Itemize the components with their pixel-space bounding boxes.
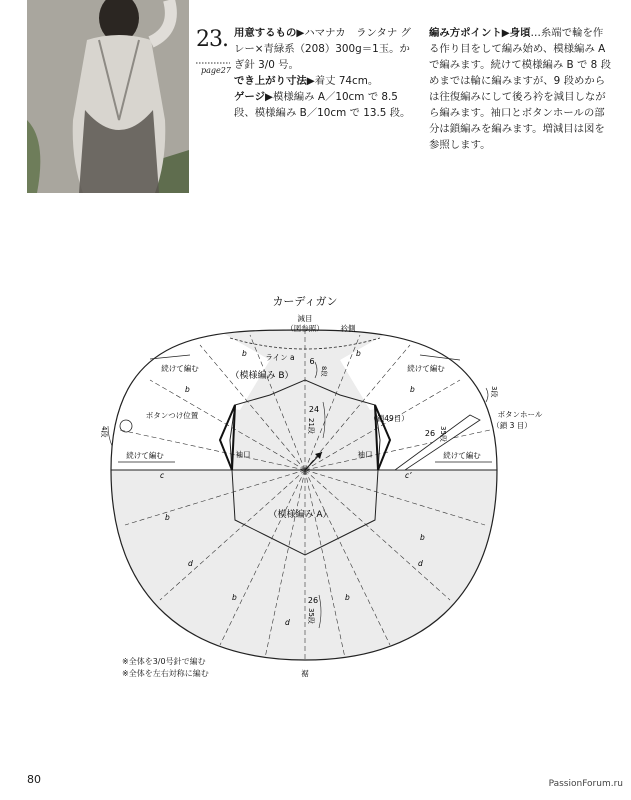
diagram-title: カーディガン [272,295,338,308]
chain-49-label: （鎖49目） [369,414,409,423]
label-b-8: b [345,593,350,602]
value-26-right: 26 [424,429,436,438]
label-b-3: b [185,385,190,394]
label-d-3: d [285,618,290,627]
value-8-dan: 8段 [320,366,328,377]
collar-side-label: 衿側 [340,324,356,333]
label-b-1: b [242,349,247,358]
decrease-label: 減目 [297,314,313,323]
label-c: c [160,471,165,480]
value-4-dan: 4段 [100,426,108,438]
pattern-b-label: （模様編み B） [230,371,294,381]
label-b-6: b [420,533,425,542]
footnote-2: ※全体を左右対称に編む [122,669,209,678]
continue-knit-2: 続けて編む [407,364,445,373]
label-b-2: b [356,349,361,358]
label-c-prime: c’ [405,471,412,480]
sleeve-opening-left: 袖口 [235,450,251,459]
value-35-dan-bottom: 35段 [307,608,315,624]
value-35-dan-right: 35段 [439,426,447,442]
continue-knit-4: 続けて編む [443,451,481,460]
continue-knit-3: 続けて編む [126,451,164,460]
value-3-dan: 3段 [490,386,498,398]
decrease-ref: （図参照） [286,324,324,333]
value-21-dan: 21段 [307,418,315,434]
materials-text: ハマナカ ランタナ グレー×青緑系（208）300g＝1玉。かぎ針 3/0 号。 [234,27,411,71]
hem-label: 裾 [301,669,309,678]
page-reference: page27 [201,66,231,75]
site-watermark: PassionForum.ru [548,779,623,789]
finished-size-text: 着丈 74cm。 [314,75,379,87]
materials-label: 用意するもの▶ [234,27,305,39]
value-26-bottom: 26 [307,596,319,605]
label-d-2: d [418,559,423,568]
page-number: 80 [27,773,41,786]
buttonhole-chain-label: （鎖 3 目） [492,421,532,430]
label-b-7: b [232,593,237,602]
value-6: 6 [309,357,315,366]
sleeve-opening-right: 袖口 [357,450,373,459]
gauge-label: ゲージ▶ [234,91,273,103]
continue-knit-1: 続けて編む [161,364,199,373]
pattern-a-label: （模様編み A） [268,510,332,520]
footnote-1: ※全体を3/0号針で編む [122,657,206,666]
item-number: 23. [196,27,228,52]
label-b-4: b [410,385,415,394]
points-label: 編み方ポイント▶身頃 [429,27,531,39]
value-24: 24 [308,405,320,414]
points-text: …糸端で輪を作る作り目をして編み始め、模様編み A で編みます。続けて模様編み B で 8 段めまでは輪に編みますが、9 段めからは往復編みにして後ろ衿を減目しながら編みます。袖口とボタンホールの部分は鎖編みを編みます。増減目は図を参照します。 [429,27,611,151]
finished-size-label: でき上がり寸法▶ [234,75,315,87]
line-a-label: ライン a [265,353,295,362]
button-position-label: ボタンつけ位置 [145,411,199,420]
buttonhole-label: ボタンホール [497,410,543,419]
label-d-1: d [188,559,193,568]
label-b-5: b [165,513,170,522]
gauge-text: 模様編み A／10cm で 8.5 段、模様編み B／10cm で 13.5 段。 [234,91,411,119]
